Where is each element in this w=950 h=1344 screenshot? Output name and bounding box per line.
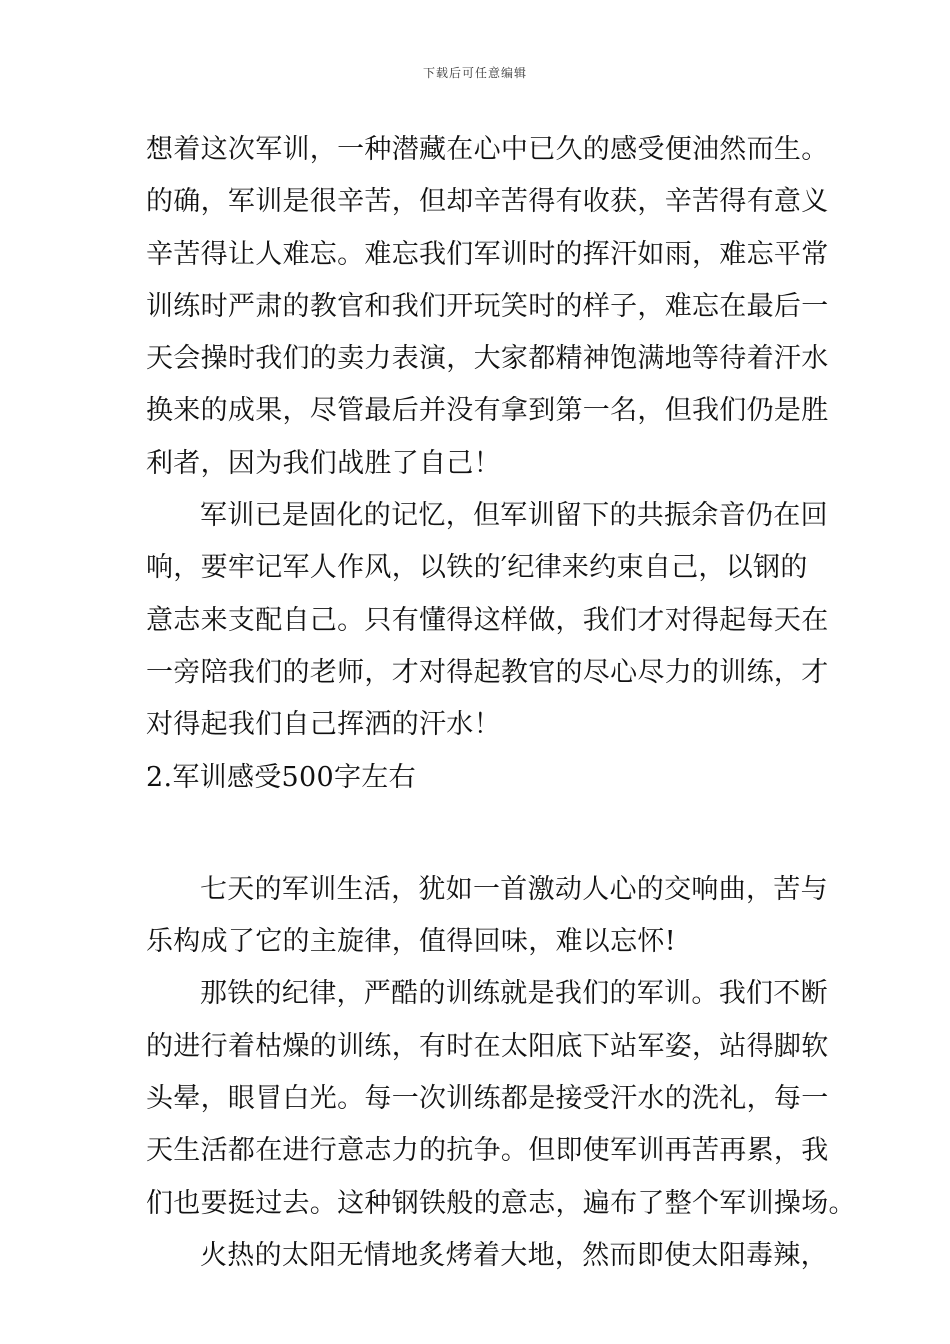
section-heading: 2.军训感受500字左右: [146, 761, 416, 793]
text-line: 训练时严肃的教官和我们开玩笑时的样子，难忘在最后一: [146, 290, 829, 322]
text-line: 天生活都在进行意志力的抗争。但即使军训再苦再累，我: [146, 1135, 829, 1167]
text-line: 想着这次军训，一种潜藏在心中已久的感受便油然而生。: [146, 134, 829, 165]
text-line: 响，要牢记军人作风，以铁的′纪律来约束自己，以钢的: [146, 552, 808, 584]
page-header: 下载后可任意编辑: [422, 66, 527, 80]
paragraph-start-line: 那铁的纪律，严酷的训练就是我们的军训。我们不断: [200, 978, 828, 1010]
text-line: 辛苦得让人难忘。难忘我们军训时的挥汗如雨，难忘平常: [146, 238, 829, 270]
text-line: 的确，军训是很辛苦，但却辛苦得有收获，辛苦得有意义: [146, 186, 829, 218]
text-line: 乐构成了它的主旋律，值得回味，难以忘怀!: [146, 926, 676, 958]
text-line: 换来的成果，尽管最后并没有拿到第一名，但我们仍是胜: [146, 395, 829, 427]
paragraph-start-line: 军训已是固化的记忆，但军训留下的共振余音仍在回: [200, 500, 828, 532]
text-line: 们也要挺过去。这种钢铁般的意志，遍布了整个军训操场。: [146, 1187, 856, 1219]
text-line: 头晕，眼冒白光。每一次训练都是接受汗水的洗礼，每一: [146, 1083, 829, 1115]
paragraph-start-line: 七天的军训生活，犹如一首激动人心的交响曲，苦与: [200, 873, 828, 905]
text-line: 一旁陪我们的老师，才对得起教官的尽心尽力的训练，才: [146, 656, 829, 688]
text-line: 天会操时我们的卖力表演，大家都精神饱满地等待着汗水: [146, 343, 829, 375]
blank-line: [146, 804, 810, 864]
paragraph-start-line: 火热的太阳无情地炙烤着大地，然而即使太阳毒辣，: [200, 1239, 828, 1271]
text-line: 利者，因为我们战胜了自己！: [146, 447, 501, 479]
text-line: 的进行着枯燥的训练，有时在太阳底下站军姿，站得脚软: [146, 1030, 829, 1062]
document-body: [146, 124, 856, 1282]
text-line: 意志来支配自己。只有懂得这样做，我们才对得起每天在: [146, 604, 829, 636]
text-line: 对得起我们自己挥洒的汗水！: [146, 709, 501, 741]
